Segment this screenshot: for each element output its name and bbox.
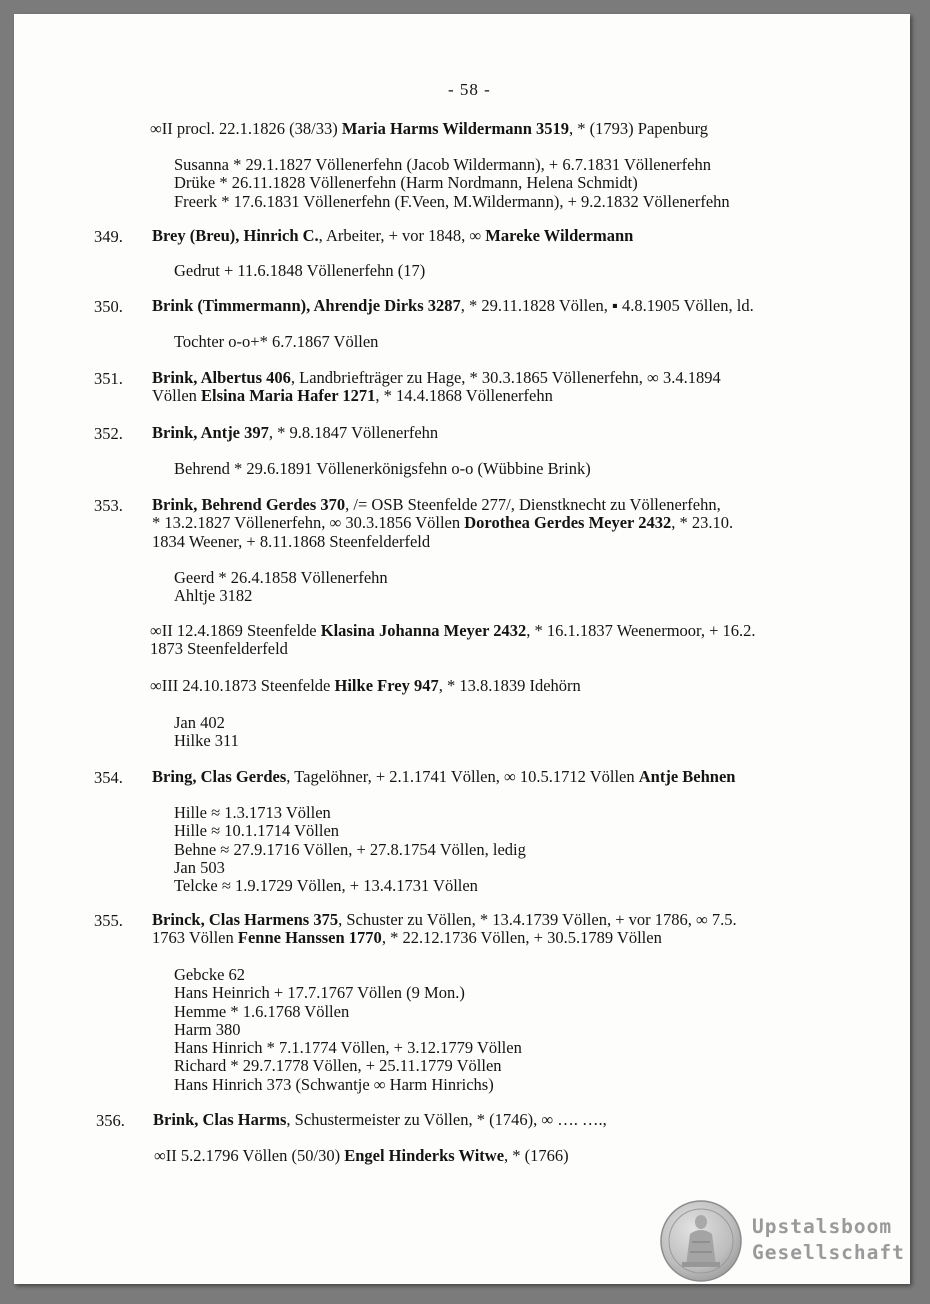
- society-logo-text: Upstalsboom Gesellschaft: [752, 1215, 905, 1264]
- child-line: Hans Heinrich + 17.7.1767 Völlen (9 Mon.): [174, 983, 465, 1003]
- child-line: Behrend * 29.6.1891 Völlenerkönigsfehn o-o (Wübbine Brink): [174, 459, 591, 478]
- child-line: Gebcke 62: [174, 965, 246, 984]
- child-line: Susanna * 29.1.1827 Völlenerfehn (Jacob Wildermann), + 6.7.1831 Völlenerfehn: [174, 155, 711, 174]
- entry-349-children: [174, 262, 425, 280]
- child-line: Geerd * 26.4.1858 Völlenerfehn: [174, 568, 388, 587]
- entry-text: Brinck, Clas Harmens 375, Schuster zu Völlen, * 13.4.1739 Völlen, + vor 1786, ∞ 7.5. 1763 Völlen Fenne Hanssen 1770, * 22.12.1736 Völlen, + 30.5.1789 Völlen: [152, 910, 737, 948]
- entry-353-children: [174, 569, 388, 606]
- entry-350-children: [174, 333, 378, 351]
- child-line: Hans Hinrich 373 (Schwantje ∞ Harm Hinrichs): [174, 1074, 494, 1094]
- child-line: Hille ≈ 10.1.1714 Völlen: [174, 821, 340, 841]
- entry-number: 349.: [94, 227, 123, 246]
- entry-353-children-3: [174, 714, 239, 751]
- seal-icon: [660, 1200, 742, 1282]
- entry-number: 352.: [94, 424, 123, 443]
- entry-number: 353.: [94, 496, 123, 515]
- entry-text: Bring, Clas Gerdes, Tagelöhner, + 2.1.1741 Völlen, ∞ 10.5.1712 Völlen Antje Behnen: [152, 767, 736, 786]
- entry-number: 356.: [96, 1111, 125, 1130]
- entry-354-children: [174, 804, 526, 895]
- child-line: Tochter o-o+* 6.7.1867 Völlen: [174, 332, 379, 351]
- child-line: Hille ≈ 1.3.1713 Völlen: [174, 803, 331, 822]
- page-number: - 58 -: [448, 80, 491, 99]
- entry-text: Brink, Albertus 406, Landbriefträger zu Hage, * 30.3.1865 Völlenerfehn, ∞ 3.4.1894 Völlen Elsina Maria Hafer 1271, * 14.4.1868 Völlenerfehn: [152, 368, 721, 406]
- child-line: Drüke * 26.11.1828 Völlenerfehn (Harm Nordmann, Helena Schmidt): [174, 173, 638, 193]
- entry-text: Brink, Behrend Gerdes 370, /= OSB Steenfelde 277/, Dienstknecht zu Völlenerfehn, * 13.2.1827 Völlenerfehn, ∞ 30.3.1856 Völlen Dorothea Gerdes Meyer 2432, * 23.10. 1834 Weener, + 8.11.1868 Steenfelderfeld: [152, 495, 734, 551]
- child-line: Richard * 29.7.1778 Völlen, + 25.11.1779 Völlen: [174, 1056, 502, 1076]
- entry-353-marriage-3: ∞III 24.10.1873 Steenfelde Hilke Frey 947, * 13.8.1839 Idehörn: [150, 676, 581, 695]
- document-page: [14, 14, 910, 1284]
- child-line: Ahltje 3182: [174, 586, 253, 606]
- entry-356-marriage-2: ∞II 5.2.1796 Völlen (50/30) Engel Hinderks Witwe, * (1766): [154, 1146, 569, 1165]
- child-line: Telcke ≈ 1.9.1729 Völlen, + 13.4.1731 Völlen: [174, 876, 478, 896]
- intro-children: [174, 156, 730, 211]
- entry-353-marriage-2: ∞II 12.4.1869 Steenfelde Klasina Johanna Meyer 2432, * 16.1.1837 Weenermoor, + 16.2. 1873 Steenfelderfeld: [150, 621, 756, 659]
- child-line: Jan 503: [174, 857, 225, 877]
- intro-marriage: ∞II procl. 22.1.1826 (38/33) Maria Harms Wildermann 3519, * (1793) Papenburg: [150, 119, 709, 138]
- child-line: Behne ≈ 27.9.1716 Völlen, + 27.8.1754 Völlen, ledig: [174, 839, 526, 859]
- child-line: Gedrut + 11.6.1848 Völlenerfehn (17): [174, 261, 426, 280]
- child-line: Freerk * 17.6.1831 Völlenerfehn (F.Veen, M.Wildermann), + 9.2.1832 Völlenerfehn: [174, 191, 730, 211]
- entry-text: Brink, Clas Harms, Schustermeister zu Völlen, * (1746), ∞ …. ….,: [153, 1110, 607, 1129]
- child-line: Jan 402: [174, 713, 225, 732]
- entry-number: 354.: [94, 768, 123, 787]
- entry-352-children: [174, 460, 591, 478]
- entry-text: Brey (Breu), Hinrich C., Arbeiter, + vor 1848, ∞ Mareke Wildermann: [152, 226, 634, 245]
- entry-355-children: [174, 966, 522, 1094]
- entry-number: 351.: [94, 369, 123, 388]
- child-line: Hilke 311: [174, 731, 239, 751]
- child-line: Hemme * 1.6.1768 Völlen: [174, 1001, 350, 1021]
- entry-text: Brink (Timmermann), Ahrendje Dirks 3287, * 29.11.1828 Völlen, ▪ 4.8.1905 Völlen, ld.: [152, 296, 754, 315]
- entry-number: 350.: [94, 297, 123, 316]
- entry-number: 355.: [94, 911, 123, 930]
- child-line: Hans Hinrich * 7.1.1774 Völlen, + 3.12.1779 Völlen: [174, 1038, 522, 1058]
- entry-text: Brink, Antje 397, * 9.8.1847 Völlenerfehn: [152, 423, 439, 442]
- child-line: Harm 380: [174, 1019, 241, 1039]
